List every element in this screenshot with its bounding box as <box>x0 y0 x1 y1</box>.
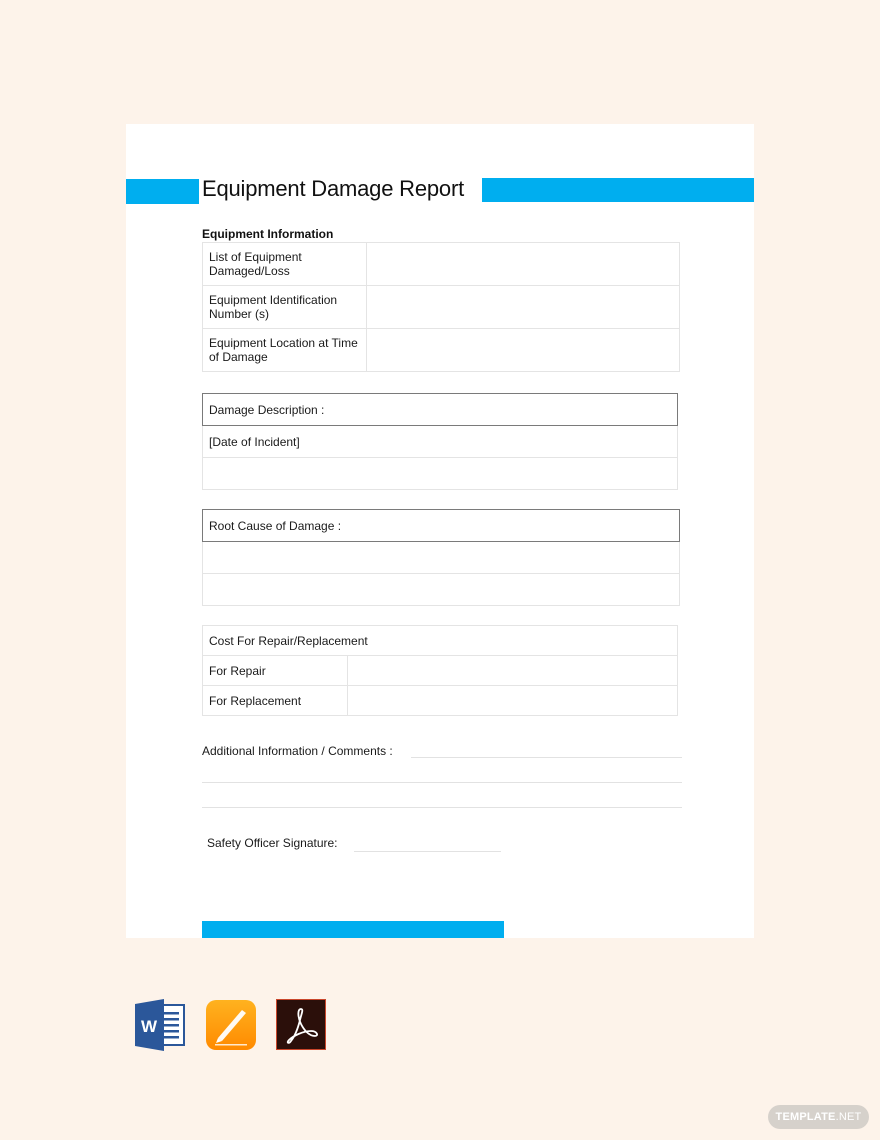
equipment-damaged-field[interactable] <box>367 243 680 286</box>
accent-bar-right <box>482 178 754 202</box>
table-row <box>203 656 678 686</box>
additional-info-line-2[interactable] <box>202 782 682 783</box>
damage-description-field[interactable] <box>203 458 678 490</box>
equipment-information-table <box>202 242 680 372</box>
root-cause-field-1[interactable] <box>203 542 680 574</box>
table-header-row <box>203 394 678 426</box>
equipment-information-label: Equipment Information <box>202 227 334 241</box>
damage-description-header: Damage Description : <box>203 394 678 426</box>
pdf-icon[interactable] <box>276 999 326 1050</box>
table-row <box>203 329 680 372</box>
equipment-location-field[interactable] <box>367 329 680 372</box>
table-row <box>203 686 678 716</box>
row-label: For Replacement <box>203 686 348 716</box>
date-of-incident-field[interactable]: [Date of Incident] <box>203 426 678 458</box>
accent-bar-left <box>126 179 199 204</box>
equipment-id-field[interactable] <box>367 286 680 329</box>
table-row <box>203 286 680 329</box>
root-cause-header: Root Cause of Damage : <box>203 510 680 542</box>
watermark-light: .NET <box>835 1111 862 1123</box>
watermark-bold: TEMPLATE <box>775 1111 836 1123</box>
table-row <box>203 458 678 490</box>
replacement-cost-field[interactable] <box>348 686 678 716</box>
accent-bar-bottom <box>202 921 504 938</box>
root-cause-table <box>202 509 680 606</box>
table-header-row <box>203 626 678 656</box>
document-page <box>126 124 754 938</box>
cost-header: Cost For Repair/Replacement <box>203 626 678 656</box>
cost-table <box>202 625 678 716</box>
additional-info-line-3[interactable] <box>202 807 682 808</box>
signature-line[interactable] <box>354 851 501 852</box>
table-row <box>203 426 678 458</box>
signature-label: Safety Officer Signature: <box>207 836 338 850</box>
word-icon[interactable] <box>135 999 185 1051</box>
row-label: List of Equipment Damaged/Loss <box>203 243 367 286</box>
row-label: Equipment Identification Number (s) <box>203 286 367 329</box>
table-row <box>203 243 680 286</box>
damage-description-table <box>202 393 678 490</box>
document-title: Equipment Damage Report <box>202 176 464 201</box>
row-label: For Repair <box>203 656 348 686</box>
table-row <box>203 574 680 606</box>
additional-info-line-1[interactable] <box>411 757 682 758</box>
table-header-row <box>203 510 680 542</box>
row-label: Equipment Location at Time of Damage <box>203 329 367 372</box>
repair-cost-field[interactable] <box>348 656 678 686</box>
additional-info-label: Additional Information / Comments : <box>202 744 393 758</box>
svg-text:W: W <box>140 1017 158 1036</box>
table-row <box>203 542 680 574</box>
template-net-watermark <box>768 1105 869 1129</box>
root-cause-field-2[interactable] <box>203 574 680 606</box>
pages-icon[interactable] <box>206 1000 256 1050</box>
